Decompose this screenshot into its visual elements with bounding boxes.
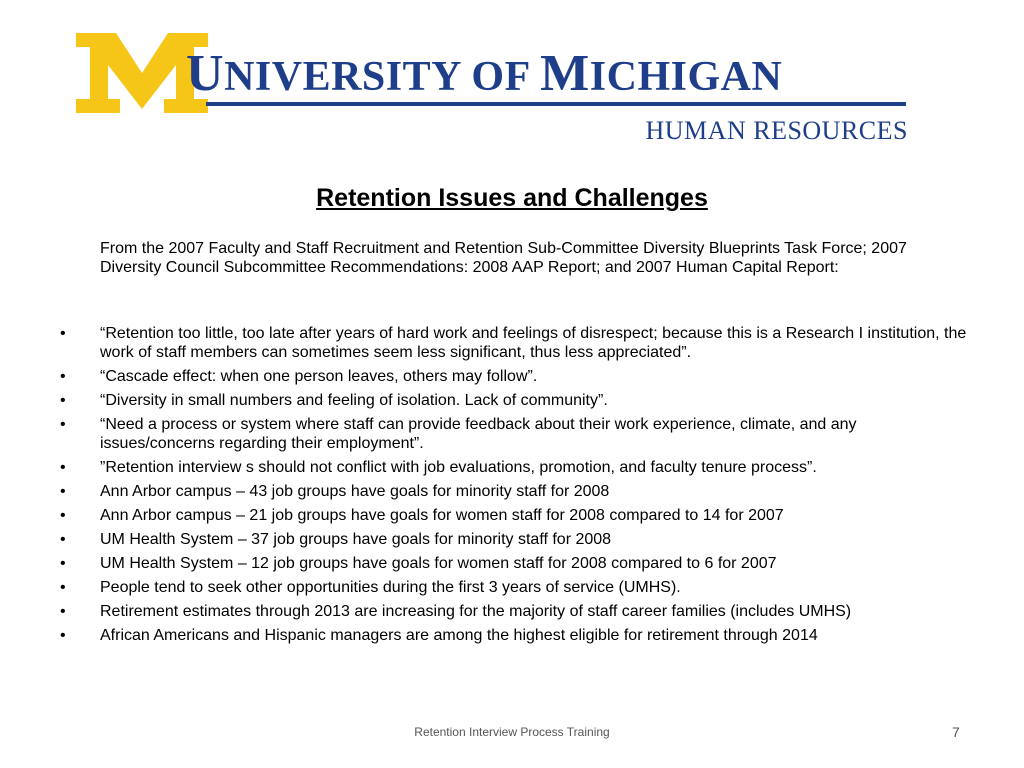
bullet-icon: • (60, 555, 66, 572)
bullet-icon: • (60, 325, 66, 342)
intro-paragraph: From the 2007 Faculty and Staff Recruitment and Retention Sub-Committee Diversity Blueprints Task Force; 2007 Diversity Council Subcommittee Recommendations: 2008 AAP Report; and 2007 Human Capital Report: (100, 240, 907, 276)
list-item-text: ”Retention interview s should not conflict with job evaluations, promotion, and faculty tenure process”. (100, 459, 817, 476)
list-item-text: UM Health System – 37 job groups have goals for minority staff for 2008 (100, 531, 612, 548)
bullet-icon: • (60, 483, 66, 500)
university-name: UNIVERSITY OF MICHIGAN (186, 45, 783, 102)
bullet-icon: • (60, 459, 66, 476)
list-item (60, 578, 970, 597)
bullet-icon: • (60, 416, 66, 433)
list-item-text: African Americans and Hispanic managers are among the highest eligible for retirement through 2014 (100, 627, 818, 644)
logo-divider (206, 102, 906, 106)
department-name: HUMAN RESOURCES (645, 116, 908, 145)
list-item (60, 415, 970, 453)
bullet-list (60, 324, 970, 650)
list-item-text: “Need a process or system where staff can provide feedback about their work experience, climate, and any issues/concerns regarding their employment”. (100, 416, 857, 452)
bullet-icon: • (60, 392, 66, 409)
list-item (60, 506, 970, 525)
footer-text: Retention Interview Process Training (414, 725, 610, 739)
bullet-icon: • (60, 627, 66, 644)
list-item (60, 458, 970, 477)
list-item (60, 626, 970, 645)
bullet-icon: • (60, 531, 66, 548)
list-item (60, 602, 970, 621)
list-item (60, 391, 970, 410)
list-item-text: “Diversity in small numbers and feeling of isolation. Lack of community”. (100, 392, 608, 409)
list-item (60, 554, 970, 573)
list-item-text: Ann Arbor campus – 21 job groups have goals for women staff for 2008 compared to 14 for 2007 (100, 507, 784, 524)
slide-title: Retention Issues and Challenges (316, 184, 708, 212)
list-item (60, 530, 970, 549)
bullet-icon: • (60, 368, 66, 385)
list-item (60, 324, 970, 362)
list-item (60, 367, 970, 386)
page-number: 7 (952, 724, 960, 740)
bullet-icon: • (60, 603, 66, 620)
list-item (60, 482, 970, 501)
list-item-text: Retirement estimates through 2013 are increasing for the majority of staff career families (includes UMHS) (100, 603, 852, 620)
list-item-text: “Retention too little, too late after years of hard work and feelings of disrespect; because this is a Research I institution, the work of staff members can sometimes seem less significant, thus less appreciated”. (100, 325, 967, 361)
list-item-text: Ann Arbor campus – 43 job groups have goals for minority staff for 2008 (100, 483, 610, 500)
list-item-text: People tend to seek other opportunities during the first 3 years of service (UMHS). (100, 579, 681, 596)
bullet-icon: • (60, 579, 66, 596)
list-item-text: “Cascade effect: when one person leaves, others may follow”. (100, 368, 538, 385)
bullet-icon: • (60, 507, 66, 524)
list-item-text: UM Health System – 12 job groups have goals for women staff for 2008 compared to 6 for 2007 (100, 555, 777, 572)
